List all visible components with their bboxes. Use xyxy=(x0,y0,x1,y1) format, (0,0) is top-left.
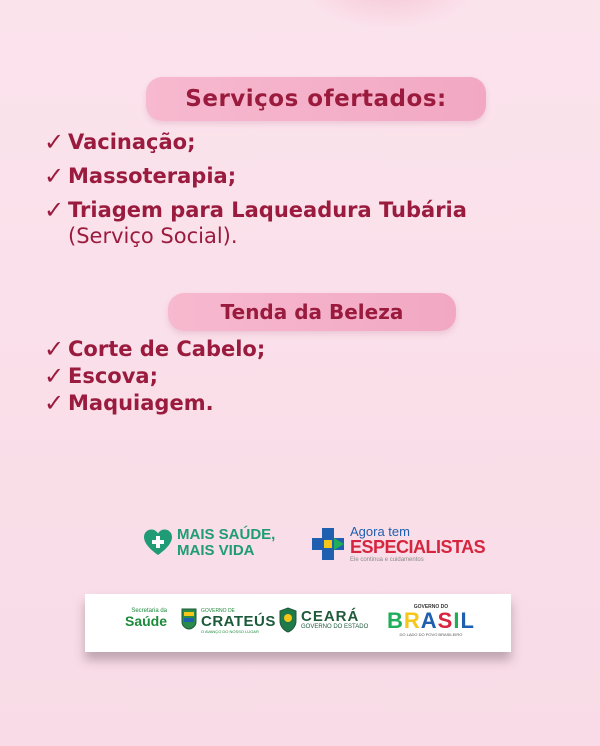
list-item xyxy=(44,130,467,155)
checkmark-icon: ✓ xyxy=(44,389,65,418)
list-item-text: Vacinação; xyxy=(68,130,196,154)
especialistas-logo xyxy=(310,525,485,563)
beauty-list xyxy=(44,337,265,419)
especialistas-line1: Agora tem xyxy=(350,524,410,539)
especialistas-line3: Ele continua e cuidamentos xyxy=(350,556,424,563)
ceara-shield-icon xyxy=(279,607,297,633)
government-logos-bar xyxy=(85,594,511,652)
brasil-logo: GOVERNO DO BRASIL DO LADO DO POVO BRASILEIRO xyxy=(387,604,475,637)
list-item-text: Corte de Cabelo; xyxy=(68,337,266,361)
list-item-text xyxy=(68,198,467,248)
services-title-banner xyxy=(146,77,486,121)
background-blob xyxy=(300,0,480,30)
list-item xyxy=(44,198,467,248)
checkmark-icon: ✓ xyxy=(44,128,65,156)
heart-plus-icon xyxy=(143,528,173,558)
mais-saude-line2: MAIS VIDA xyxy=(177,541,255,559)
list-item xyxy=(44,391,265,416)
list-item xyxy=(44,337,265,362)
program-logos xyxy=(0,525,600,570)
list-item-text: Maquiagem. xyxy=(68,391,214,416)
beauty-title-banner xyxy=(168,293,456,331)
list-item-main: Triagem para Laqueadura Tubária xyxy=(68,198,467,223)
secretaria-saude-logo: Secretaria da Saúde xyxy=(125,608,168,629)
list-item xyxy=(44,164,467,189)
crateus-crest-icon xyxy=(181,608,197,630)
mais-saude-line1: MAIS SAÚDE, xyxy=(177,526,276,543)
brasil-wordmark: BRASIL xyxy=(387,608,475,633)
checkmark-icon: ✓ xyxy=(44,162,65,191)
list-item-text: Massoterapia; xyxy=(68,164,237,189)
list-item xyxy=(44,364,265,389)
crateus-logo: GOVERNO DE CRATEÚS O AVANÇO DO NOSSO LUGAR xyxy=(201,608,276,634)
list-item-subtext: (Serviço Social). xyxy=(68,223,238,248)
mais-saude-logo xyxy=(143,527,275,559)
checkmark-icon: ✓ xyxy=(44,335,65,363)
beauty-title: Tenda da Beleza xyxy=(220,300,404,324)
medical-cross-icon xyxy=(310,526,346,562)
services-list xyxy=(44,130,467,258)
checkmark-icon: ✓ xyxy=(44,196,65,225)
services-title: Serviços ofertados: xyxy=(185,86,447,112)
checkmark-icon: ✓ xyxy=(44,362,65,391)
ceara-logo: CEARÁ GOVERNO DO ESTADO xyxy=(301,608,369,630)
especialistas-line2: ESPECIALISTAS xyxy=(350,537,486,557)
list-item-text: Escova; xyxy=(68,364,158,389)
